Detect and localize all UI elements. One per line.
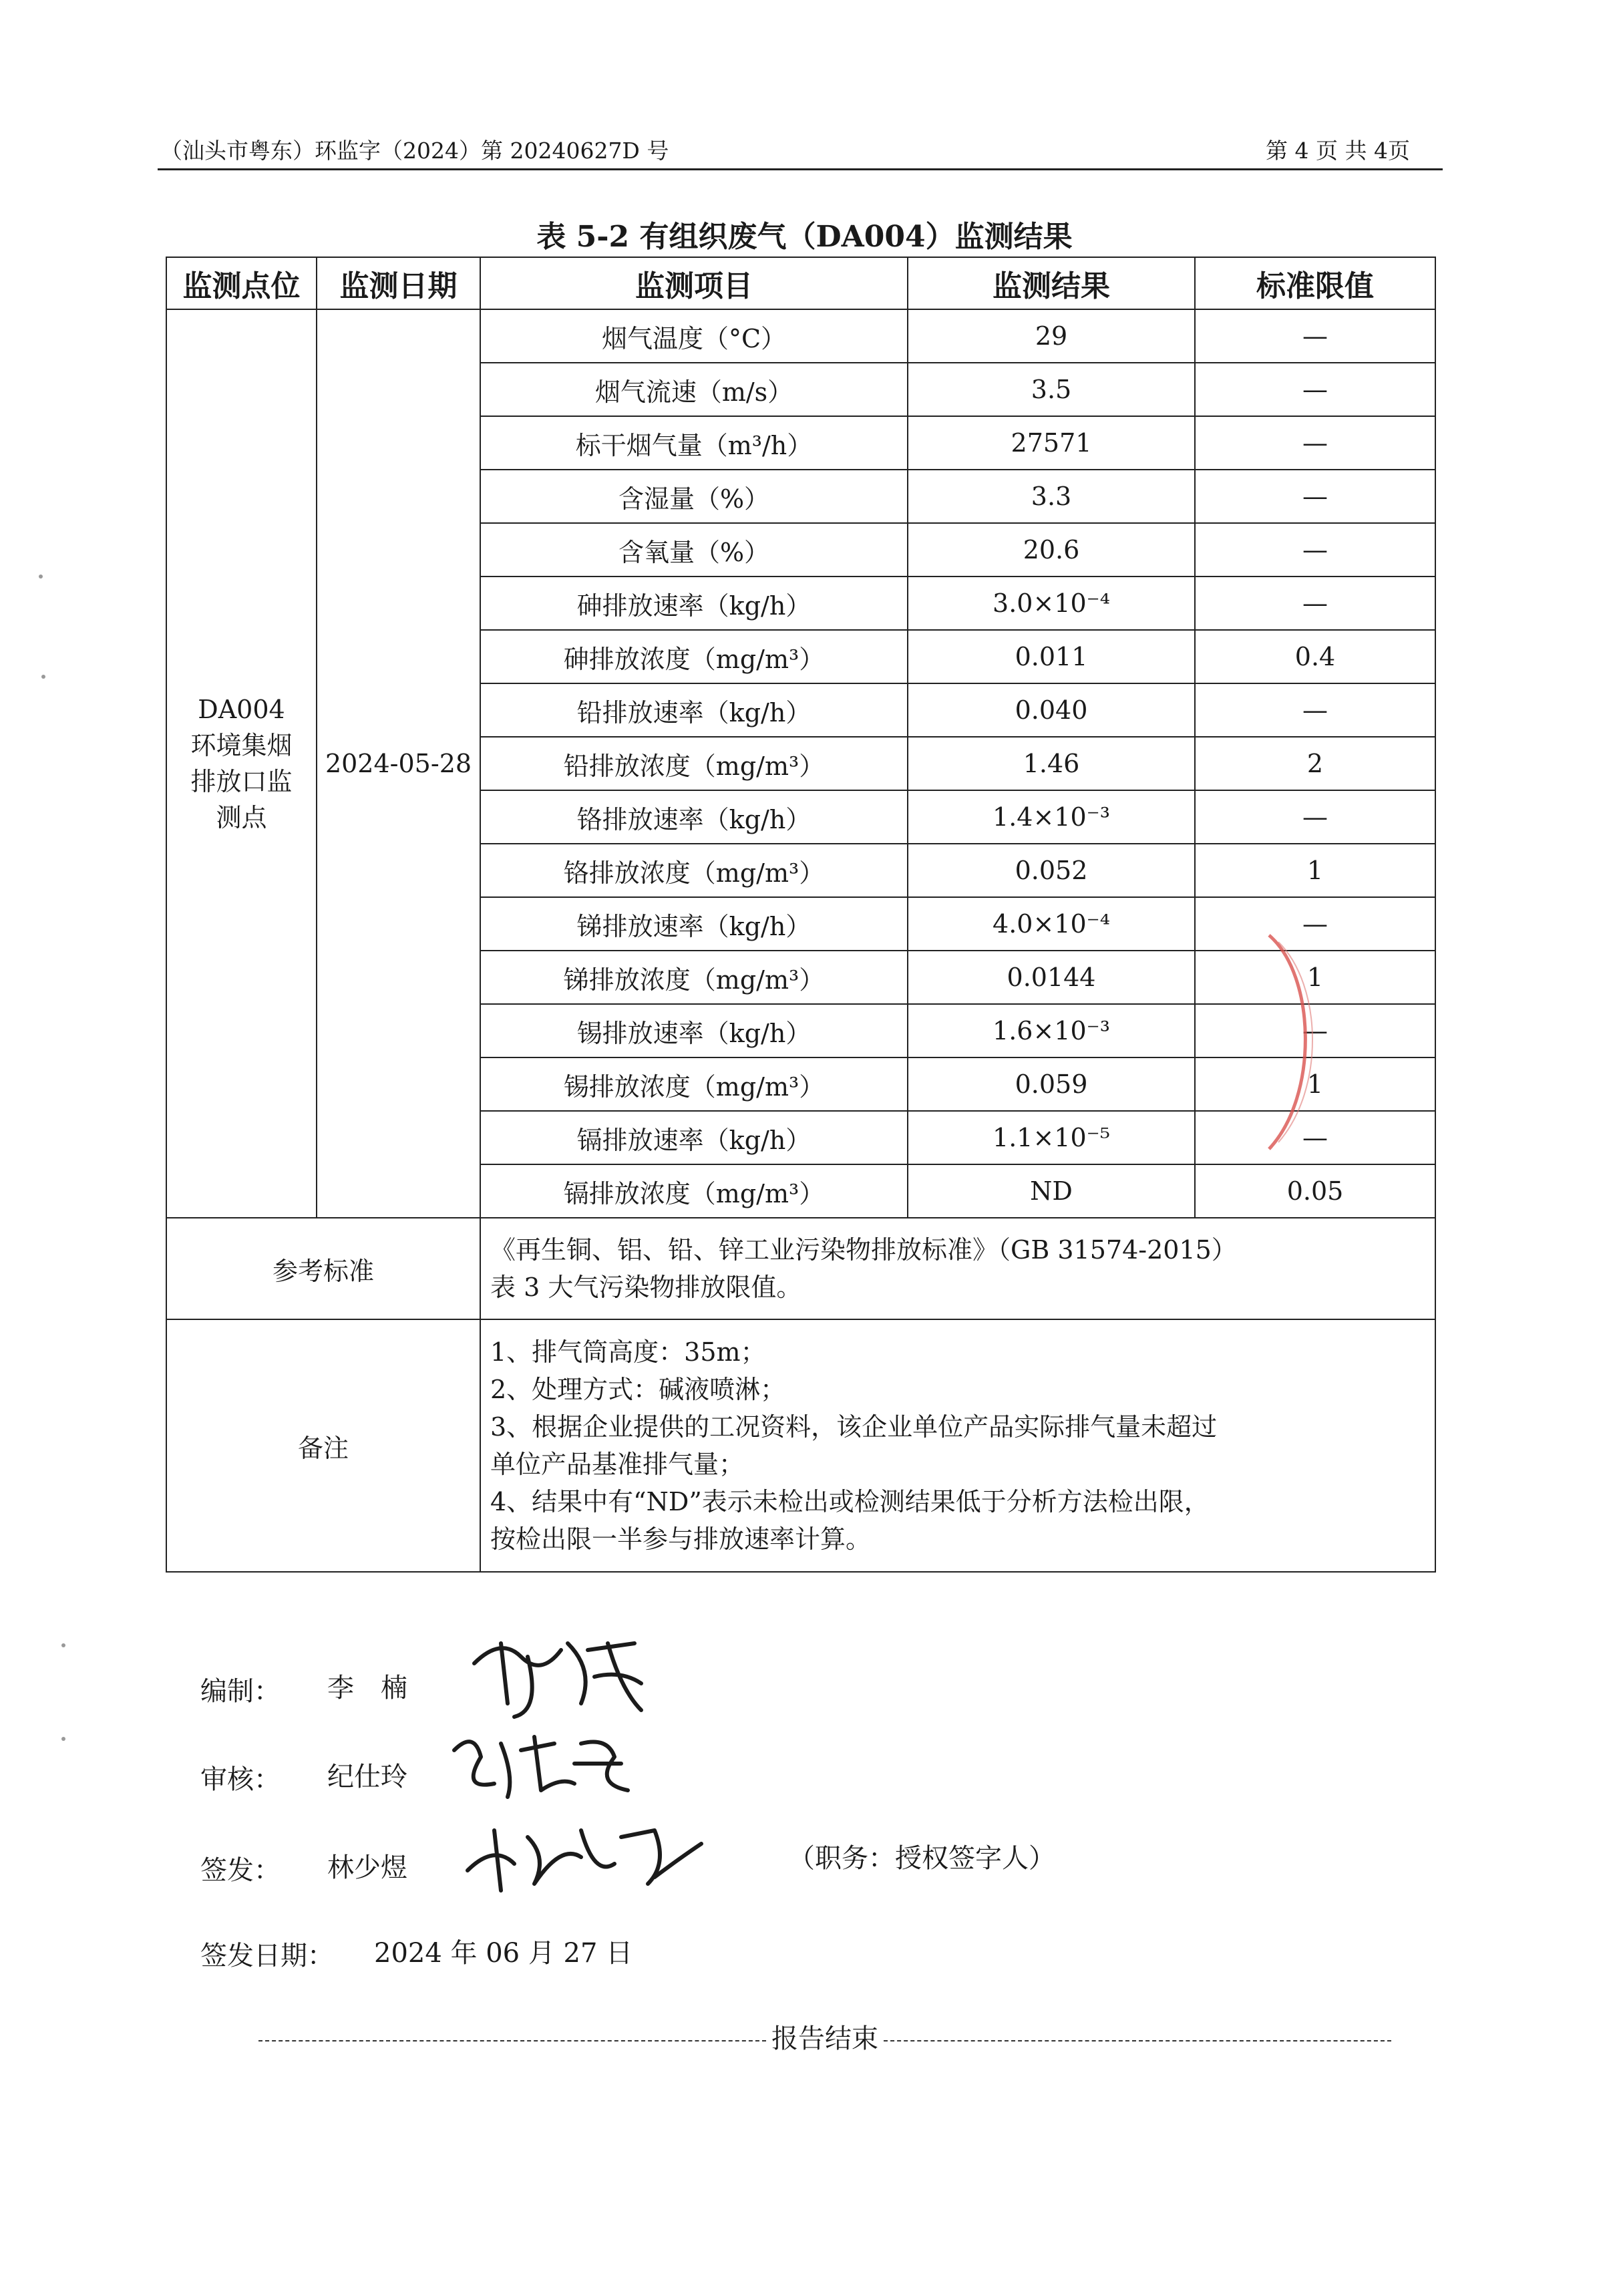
red-seal-mark <box>1256 922 1336 1162</box>
result-cell: ND <box>908 1164 1195 1218</box>
report-end-divider <box>200 2017 1449 2056</box>
result-cell: 1.6×10⁻³ <box>908 1004 1195 1057</box>
limit-cell: 0.05 <box>1195 1164 1435 1218</box>
issuer-signature <box>454 1804 708 1904</box>
note-line: 2、处理方式：碱液喷淋； <box>490 1375 786 1404</box>
limit-cell: — <box>1195 577 1435 630</box>
table-row <box>166 309 1435 363</box>
monitoring-date-cell: 2024-05-28 <box>317 309 480 1218</box>
item-cell: 标干烟气量（m³/h） <box>480 416 908 470</box>
col-header-limit: 标准限值 <box>1195 257 1435 309</box>
dashed-line-left <box>258 2040 766 2041</box>
dashed-line-right <box>884 2040 1391 2041</box>
limit-cell: — <box>1195 1004 1435 1057</box>
compiler-signature <box>461 1623 655 1724</box>
limit-cell: — <box>1195 790 1435 844</box>
result-cell: 0.040 <box>908 683 1195 737</box>
site-line: 环境集烟 <box>190 731 293 760</box>
note-line: 单位产品基准排气量； <box>490 1450 745 1479</box>
limit-cell: — <box>1195 1111 1435 1164</box>
item-cell: 锑排放浓度（mg/m³） <box>480 951 908 1004</box>
note-line: 1、排气筒高度：35m； <box>490 1337 766 1367</box>
item-cell: 含氧量（%） <box>480 523 908 577</box>
note-line: 按检出限一半参与排放速率计算。 <box>490 1524 872 1554</box>
result-cell: 0.0144 <box>908 951 1195 1004</box>
item-cell: 锡排放浓度（mg/m³） <box>480 1057 908 1111</box>
result-cell: 1.1×10⁻⁵ <box>908 1111 1195 1164</box>
result-cell: 27571 <box>908 416 1195 470</box>
result-cell: 0.059 <box>908 1057 1195 1111</box>
reference-line: 表 3 大气污染物排放限值。 <box>490 1273 802 1302</box>
item-cell: 铅排放速率（kg/h） <box>480 683 908 737</box>
compiler-name: 李 楠 <box>327 1673 407 1703</box>
limit-cell: — <box>1195 309 1435 363</box>
reviewer-label: 审核： <box>200 1764 281 1795</box>
scan-speck <box>41 675 45 679</box>
col-header-date: 监测日期 <box>317 257 480 309</box>
result-cell: 3.3 <box>908 470 1195 523</box>
limit-cell: 0.4 <box>1195 630 1435 683</box>
result-cell: 1.4×10⁻³ <box>908 790 1195 844</box>
page-number: 第 4 页 共 4页 <box>1266 138 1410 164</box>
monitoring-results-table <box>166 257 1436 1573</box>
item-cell: 烟气流速（m/s） <box>480 363 908 416</box>
item-cell: 锑排放速率（kg/h） <box>480 897 908 951</box>
item-cell: 烟气温度（°C） <box>480 309 908 363</box>
result-cell: 20.6 <box>908 523 1195 577</box>
report-number: （汕头市粤东）环监字（2024）第 20240627D 号 <box>160 138 669 164</box>
limit-cell: 2 <box>1195 737 1435 790</box>
limit-cell: — <box>1195 416 1435 470</box>
limit-cell: 1 <box>1195 844 1435 897</box>
limit-cell: — <box>1195 470 1435 523</box>
result-cell: 0.011 <box>908 630 1195 683</box>
reference-row <box>166 1218 1435 1319</box>
table-header-row <box>166 257 1435 309</box>
compiler-label: 编制： <box>200 1676 281 1707</box>
limit-cell: 1 <box>1195 1057 1435 1111</box>
item-cell: 铬排放浓度（mg/m³） <box>480 844 908 897</box>
reference-cell <box>480 1218 1435 1319</box>
issue-date-label: 签发日期： <box>200 1941 334 1971</box>
notes-cell <box>480 1319 1435 1572</box>
site-line: 测点 <box>216 803 267 832</box>
scan-speck <box>61 1643 65 1647</box>
reference-label: 参考标准 <box>166 1218 480 1319</box>
report-end-text: 报告结束 <box>771 2023 878 2054</box>
item-cell: 铬排放速率（kg/h） <box>480 790 908 844</box>
item-cell: 砷排放浓度（mg/m³） <box>480 630 908 683</box>
limit-cell: — <box>1195 683 1435 737</box>
col-header-item: 监测项目 <box>480 257 908 309</box>
notes-row <box>166 1319 1435 1572</box>
item-cell: 镉排放速率（kg/h） <box>480 1111 908 1164</box>
notes-label: 备注 <box>166 1319 480 1572</box>
result-cell: 3.0×10⁻⁴ <box>908 577 1195 630</box>
limit-cell: 1 <box>1195 951 1435 1004</box>
issuer-label: 签发： <box>200 1855 281 1886</box>
result-cell: 4.0×10⁻⁴ <box>908 897 1195 951</box>
col-header-site: 监测点位 <box>166 257 317 309</box>
header-divider <box>158 168 1443 170</box>
item-cell: 镉排放浓度（mg/m³） <box>480 1164 908 1218</box>
monitoring-site-cell <box>166 309 317 1218</box>
reference-line: 《再生铜、铝、铅、锌工业污染物排放标准》（GB 31574-2015） <box>490 1235 1237 1265</box>
issue-date: 2024 年 06 月 27 日 <box>374 1938 633 1969</box>
issuer-name: 林少煜 <box>327 1852 407 1883</box>
limit-cell: — <box>1195 363 1435 416</box>
site-line: 排放口监 <box>190 767 293 796</box>
site-line: DA004 <box>198 695 285 724</box>
item-cell: 锡排放速率（kg/h） <box>480 1004 908 1057</box>
note-line: 3、根据企业提供的工况资料，该企业单位产品实际排气量未超过 <box>490 1412 1218 1442</box>
limit-cell: — <box>1195 523 1435 577</box>
item-cell: 含湿量（%） <box>480 470 908 523</box>
result-cell: 1.46 <box>908 737 1195 790</box>
reviewer-signature <box>441 1717 641 1810</box>
reviewer-name: 纪仕玲 <box>327 1762 407 1792</box>
item-cell: 铅排放浓度（mg/m³） <box>480 737 908 790</box>
result-cell: 29 <box>908 309 1195 363</box>
note-line: 4、结果中有“ND”表示未检出或检测结果低于分析方法检出限， <box>490 1487 1210 1516</box>
result-cell: 3.5 <box>908 363 1195 416</box>
item-cell: 砷排放速率（kg/h） <box>480 577 908 630</box>
limit-cell: — <box>1195 897 1435 951</box>
result-cell: 0.052 <box>908 844 1195 897</box>
table-title: 表 5-2 有组织废气（DA004）监测结果 <box>536 220 1073 254</box>
scan-speck <box>61 1737 65 1741</box>
scan-speck <box>39 575 43 579</box>
col-header-result: 监测结果 <box>908 257 1195 309</box>
issuer-position: （职务：授权签字人） <box>788 1843 1055 1874</box>
